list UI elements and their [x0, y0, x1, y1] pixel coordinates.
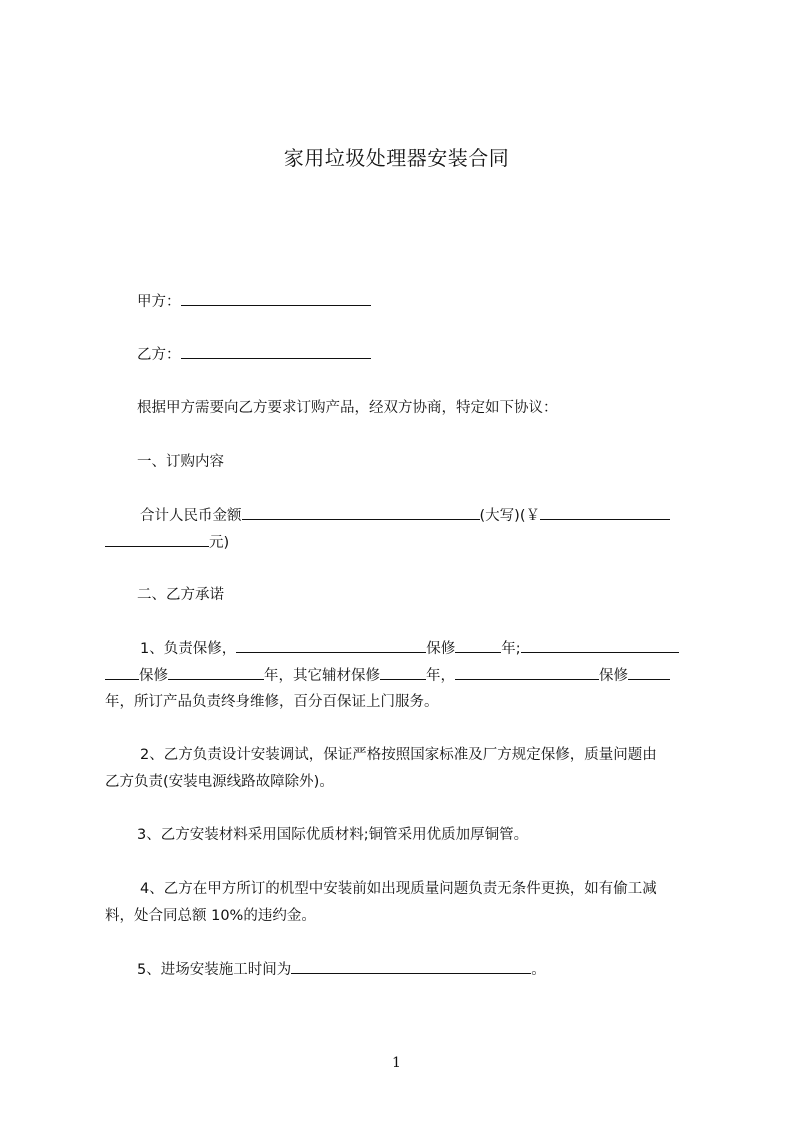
amount-uppercase-blank[interactable] — [242, 505, 480, 520]
amount-number-blank-2[interactable] — [105, 532, 209, 547]
item1-year-semicolon: 年; — [501, 641, 521, 657]
party-b-line — [137, 344, 371, 365]
item5-date-blank[interactable] — [291, 959, 531, 974]
item1-other-materials: 年，其它辅材保修 — [264, 668, 380, 684]
item1-warranty2-label: 保修 — [139, 668, 168, 684]
section2-heading: 二、乙方承诺 — [137, 587, 224, 603]
item1-product2-blank[interactable] — [521, 638, 679, 653]
party-a-line — [137, 291, 371, 312]
item1-years-blank[interactable] — [455, 638, 501, 653]
item1-years2-blank[interactable] — [168, 665, 264, 680]
amount-uppercase-label: (大写)(￥ — [479, 508, 540, 524]
item1-years4-blank[interactable] — [628, 665, 670, 680]
item1-years3-blank[interactable] — [380, 665, 426, 680]
item1-line-1 — [140, 638, 679, 659]
page-number: 1 — [392, 1055, 401, 1071]
party-a-label: 甲方： — [137, 294, 181, 310]
item1-product2-blank-cont[interactable] — [105, 665, 139, 680]
amount-prefix: 合计人民币金额 — [140, 508, 242, 524]
item3-line: 3、乙方安装材料采用国际优质材料;铜管采用优质加厚铜管。 — [137, 827, 529, 843]
party-a-blank[interactable] — [181, 291, 371, 306]
item4-line-1: 4、乙方在甲方所订的机型中安装前如出现质量问题负责无条件更换，如有偷工减 — [140, 881, 657, 897]
item1-warranty3-label: 保修 — [599, 668, 628, 684]
document-title: 家用垃圾处理器安装合同 — [283, 146, 510, 170]
item1-prefix: 1、负责保修， — [140, 641, 237, 657]
item1-year-comma: 年， — [426, 668, 455, 684]
item1-product3-blank[interactable] — [455, 665, 599, 680]
item1-warranty-label: 保修 — [426, 641, 456, 657]
item2-line-1: 2、乙方负责设计安装调试，保证严格按照国家标准及厂方规定保修，质量问题由 — [140, 747, 657, 763]
item5-line — [137, 959, 546, 980]
amount-line-2 — [105, 532, 229, 553]
section1-heading: 一、订购内容 — [137, 454, 224, 470]
item4-line-2: 料，处合同总额 10%的违约金。 — [105, 908, 316, 924]
item5-prefix: 5、进场安装施工时间为 — [137, 962, 292, 978]
item2-line-2: 乙方负责(安装电源线路故障除外)。 — [105, 774, 334, 790]
intro-paragraph: 根据甲方需要向乙方要求订购产品，经双方协商，特定如下协议： — [137, 400, 558, 416]
amount-line-1 — [140, 505, 670, 526]
item5-suffix: 。 — [531, 962, 546, 978]
party-b-blank[interactable] — [181, 344, 371, 359]
item1-line-2 — [105, 665, 670, 686]
item1-product-blank[interactable] — [236, 638, 426, 653]
amount-number-blank-1[interactable] — [540, 505, 670, 520]
party-b-label: 乙方： — [137, 347, 181, 363]
amount-yuan: 元) — [209, 535, 230, 551]
item1-line-3: 年，所订产品负责终身维修，百分百保证上门服务。 — [105, 694, 439, 710]
